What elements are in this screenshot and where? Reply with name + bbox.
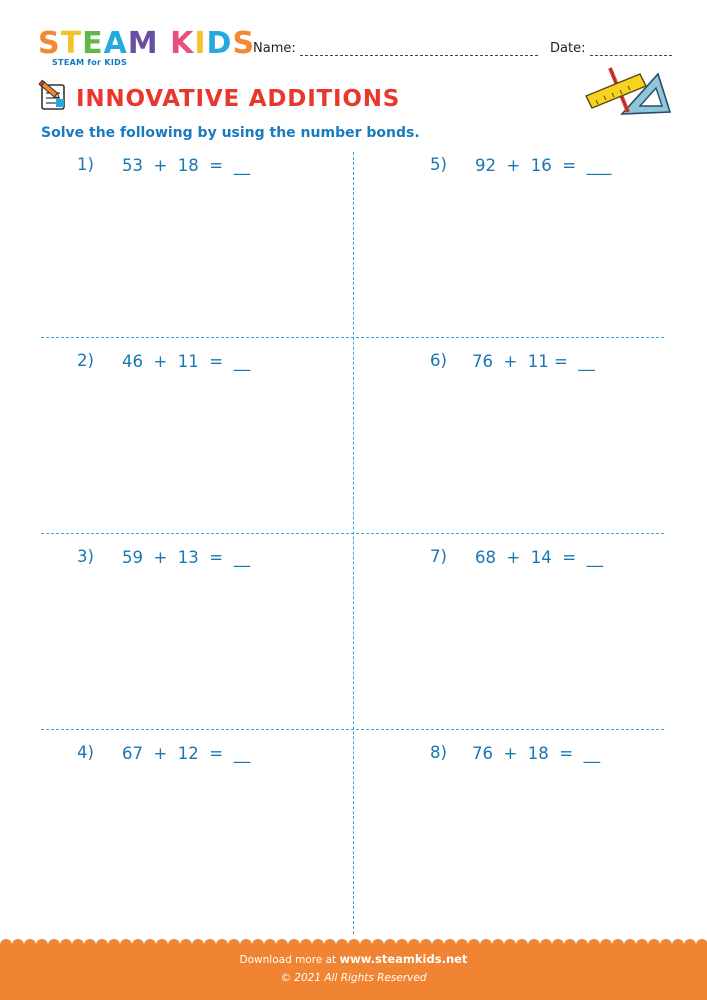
problem-7-expression: 68 + 14 = __ xyxy=(475,548,604,567)
problem-5-expression: 92 + 16 = ___ xyxy=(475,156,612,175)
worksheet-pencil-icon xyxy=(36,79,70,113)
logo-letter: S xyxy=(232,26,256,61)
logo-letter: M xyxy=(127,26,159,61)
name-label: Name: xyxy=(253,41,296,56)
logo-letter: A xyxy=(103,26,128,61)
problem-6-number: 6) xyxy=(430,351,447,370)
ruler-triangle-icon xyxy=(582,62,674,118)
problem-8-number: 8) xyxy=(430,743,447,762)
logo-tagline: STEAM for KIDS xyxy=(52,58,128,67)
logo-letter: I xyxy=(194,26,207,61)
problem-7-number: 7) xyxy=(430,547,447,566)
page-title: INNOVATIVE ADDITIONS xyxy=(76,86,401,112)
problem-3-expression: 59 + 13 = __ xyxy=(122,548,251,567)
logo-letter: E xyxy=(82,26,104,61)
date-field[interactable] xyxy=(590,55,672,56)
row-divider-2 xyxy=(41,533,664,534)
problem-1-number: 1) xyxy=(77,155,94,174)
problem-6-expression: 76 + 11 = __ xyxy=(472,352,595,371)
instruction-text: Solve the following by using the number bonds. xyxy=(41,125,420,141)
steam-kids-logo xyxy=(38,26,256,61)
problem-3-number: 3) xyxy=(77,547,94,566)
logo-letter: K xyxy=(170,26,195,61)
logo-letter: D xyxy=(206,26,233,61)
footer-copyright: © 2021 All Rights Reserved xyxy=(280,972,427,984)
vertical-divider xyxy=(353,152,354,934)
logo-letter: T xyxy=(60,26,83,61)
problem-4-expression: 67 + 12 = __ xyxy=(122,744,251,763)
problem-1-expression: 53 + 18 = __ xyxy=(122,156,251,175)
logo-letter xyxy=(159,29,170,59)
date-label: Date: xyxy=(550,41,586,56)
problem-8-expression: 76 + 18 = __ xyxy=(472,744,601,763)
problem-4-number: 4) xyxy=(77,743,94,762)
problem-5-number: 5) xyxy=(430,155,447,174)
footer-download-prefix: Download more at xyxy=(239,954,340,966)
logo-letter: S xyxy=(38,26,61,61)
footer-download-text xyxy=(0,952,707,966)
row-divider-3 xyxy=(41,729,664,730)
name-field[interactable] xyxy=(300,55,538,56)
problem-2-expression: 46 + 11 = __ xyxy=(122,352,251,371)
problem-2-number: 2) xyxy=(77,351,94,370)
row-divider-1 xyxy=(41,337,664,338)
footer-site-link[interactable]: www.steamkids.net xyxy=(339,952,468,966)
